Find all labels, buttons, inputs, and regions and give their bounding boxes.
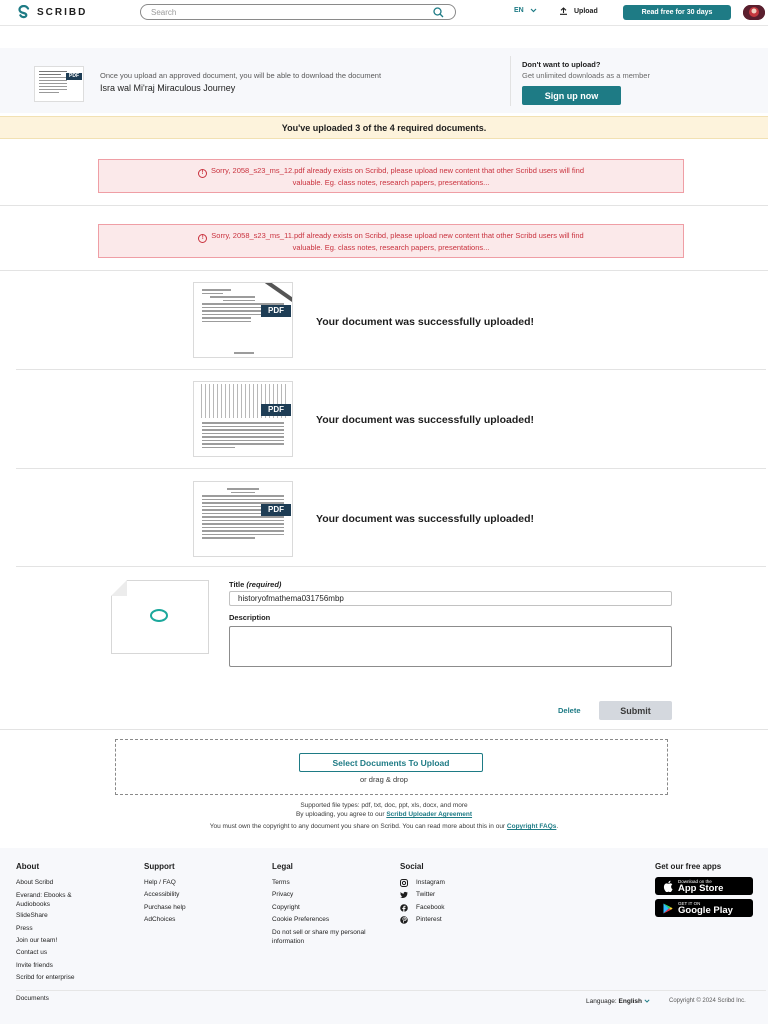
app-store-text: App Store [678,882,724,894]
footer-link[interactable]: Cookie Preferences [272,915,330,923]
title-label [229,580,281,589]
footer-link[interactable]: Press [16,924,33,932]
title-input[interactable]: historyofmathema031756mbp [229,591,672,606]
document-thumbnail [193,381,293,457]
loading-spinner-icon [150,609,168,622]
scribd-logo[interactable] [17,5,87,20]
required-marker: (required) [246,580,282,589]
chevron-down-icon [530,8,537,13]
chevron-down-icon [644,999,650,1003]
footer-legal-column [272,862,382,946]
divider [0,270,768,271]
scribd-logo-icon [17,5,31,20]
agreement-prefix: By uploading, you agree to our [295,811,385,818]
apple-icon [663,880,673,892]
footer-link[interactable]: Accessibility [144,891,180,899]
promo-heading: Don't want to upload? [522,60,601,69]
language-prefix: Language: [586,998,617,1005]
pdf-badge: PDF [261,305,291,317]
uploader-agreement-link[interactable]: Scribd Uploader Agreement [386,811,473,818]
sign-up-button[interactable]: Sign up now [522,86,621,105]
footer-link[interactable]: SlideShare [16,912,48,920]
document-thumbnail [193,481,293,557]
social-label: Pinterest [416,915,442,923]
upload-progress-banner: You've uploaded 3 of the 4 required documents. [0,116,768,139]
footer-link[interactable]: Join our team! [16,937,58,945]
promo-document-title: Isra wal Mi'raj Miraculous Journey [100,83,236,93]
footer-heading: Get our free apps [655,862,722,871]
pdf-badge: PDF [261,504,291,516]
upload-success-message: Your document was successfully uploaded! [316,414,535,426]
avatar-image [743,5,765,20]
footer-link[interactable]: Everand: Ebooks & Audiobooks [16,891,72,908]
delete-button[interactable]: Delete [558,706,581,715]
footer-link[interactable]: Terms [272,879,290,886]
footer-link[interactable]: Invite friends [16,961,53,969]
error-alert [98,159,684,193]
instagram-icon [400,879,408,887]
description-label: Description [229,613,271,622]
app-store-small-text: Download on the [678,878,712,884]
upload-icon [559,7,568,15]
download-promo [0,48,768,113]
error-message-line2: valuable. Eg. class notes, research papers, presentations... [292,243,490,252]
documents-link[interactable]: Documents [16,995,49,1002]
drag-drop-hint: or drag & drop [360,775,408,784]
pdf-badge: PDF [261,404,291,416]
footer-heading: Support [144,862,175,871]
copyright-prefix: You must own the copyright to any document you share on Scribd. You can read more about this in our [209,823,506,830]
alert-icon: ! [198,234,207,243]
divider [16,990,766,991]
divider [16,468,766,469]
error-message-line2: valuable. Eg. class notes, research papers, presentations... [292,178,490,187]
copyright-suffix: . [556,823,559,830]
twitter-link[interactable] [400,889,510,901]
uploader-agreement-note [0,811,768,818]
divider [16,566,766,567]
footer-about-column [16,862,126,984]
error-alert [98,224,684,258]
footer-link[interactable]: About Scribd [16,879,54,886]
search-input[interactable] [151,6,421,18]
twitter-icon [400,891,408,899]
title-label-text: Title [229,580,245,589]
google-play-text: Google Play [678,904,733,916]
document-thumbnail [193,282,293,358]
divider [510,56,511,106]
social-label: Facebook [416,903,445,911]
download-note: Once you upload an approved document, you will be able to download the document [100,71,382,80]
error-message-line1: Sorry, 2058_s23_ms_11.pdf already exists on Scribd, please upload new content that other Scribd users will find [211,231,584,240]
pinterest-link[interactable] [400,914,510,926]
footer-link[interactable]: AdChoices [144,915,176,923]
pdf-badge: PDF [66,73,82,80]
instagram-link[interactable] [400,877,510,889]
user-avatar[interactable] [743,5,765,20]
copyright-faqs-link[interactable]: Copyright FAQs [506,823,557,830]
upload-link[interactable] [559,7,598,15]
read-free-button[interactable]: Read free for 30 days [623,5,731,20]
divider [0,729,768,730]
divider [0,205,768,206]
google-play-badge[interactable] [655,899,753,917]
logo-text: SCRIBD [37,7,88,18]
social-label: Instagram [416,879,445,886]
folded-corner-icon [111,580,127,596]
google-play-icon [663,903,673,914]
search-bar[interactable] [140,4,456,20]
upload-label: Upload [574,7,598,15]
social-label: Twitter [416,891,436,899]
footer-language-selector[interactable] [586,998,650,1005]
language-selector[interactable] [514,7,537,14]
error-message-line1: Sorry, 2058_s23_ms_12.pdf already exists on Scribd, please upload new content that other Scribd users will find [211,166,584,175]
app-store-badge[interactable] [655,877,753,895]
supported-file-types: Supported file types: pdf, txt, doc, ppt, xls, docx, and more [300,802,468,809]
promo-document-thumbnail [34,66,84,102]
divider [16,369,766,370]
footer-link[interactable]: Purchase help [144,903,186,911]
language-value: English [618,998,643,1005]
footer-link[interactable]: Scribd for enterprise [16,973,75,981]
copyright-text: Copyright © 2024 Scribd Inc. [669,998,746,1004]
alert-icon: ! [198,169,207,178]
footer-link[interactable]: Help / FAQ [144,879,176,886]
footer-heading: Legal [272,862,293,871]
pinterest-icon [400,916,408,924]
select-documents-button[interactable]: Select Documents To Upload [299,753,483,772]
footer-heading: Social [400,862,424,871]
google-play-small-text: GET IT ON [678,900,701,906]
top-nav [0,0,768,26]
footer-support-column [144,862,254,926]
footer-link[interactable]: Contact us [16,949,48,957]
footer-link[interactable]: Copyright [272,903,300,911]
footer-heading: About [16,862,40,871]
language-code: EN [514,7,524,14]
submit-button[interactable]: Submit [599,701,672,720]
search-icon[interactable] [433,7,444,18]
upload-success-message: Your document was successfully uploaded! [316,316,535,328]
upload-success-message: Your document was successfully uploaded! [316,513,535,525]
copyright-note [0,823,768,830]
footer-link[interactable]: Privacy [272,891,294,899]
description-input[interactable] [229,626,672,667]
facebook-icon [400,904,408,912]
facebook-link[interactable] [400,902,510,914]
promo-subheading: Get unlimited downloads as a member [522,71,650,80]
footer-link[interactable]: Do not sell or share my personal information [272,929,366,946]
footer-social-column [400,862,510,926]
